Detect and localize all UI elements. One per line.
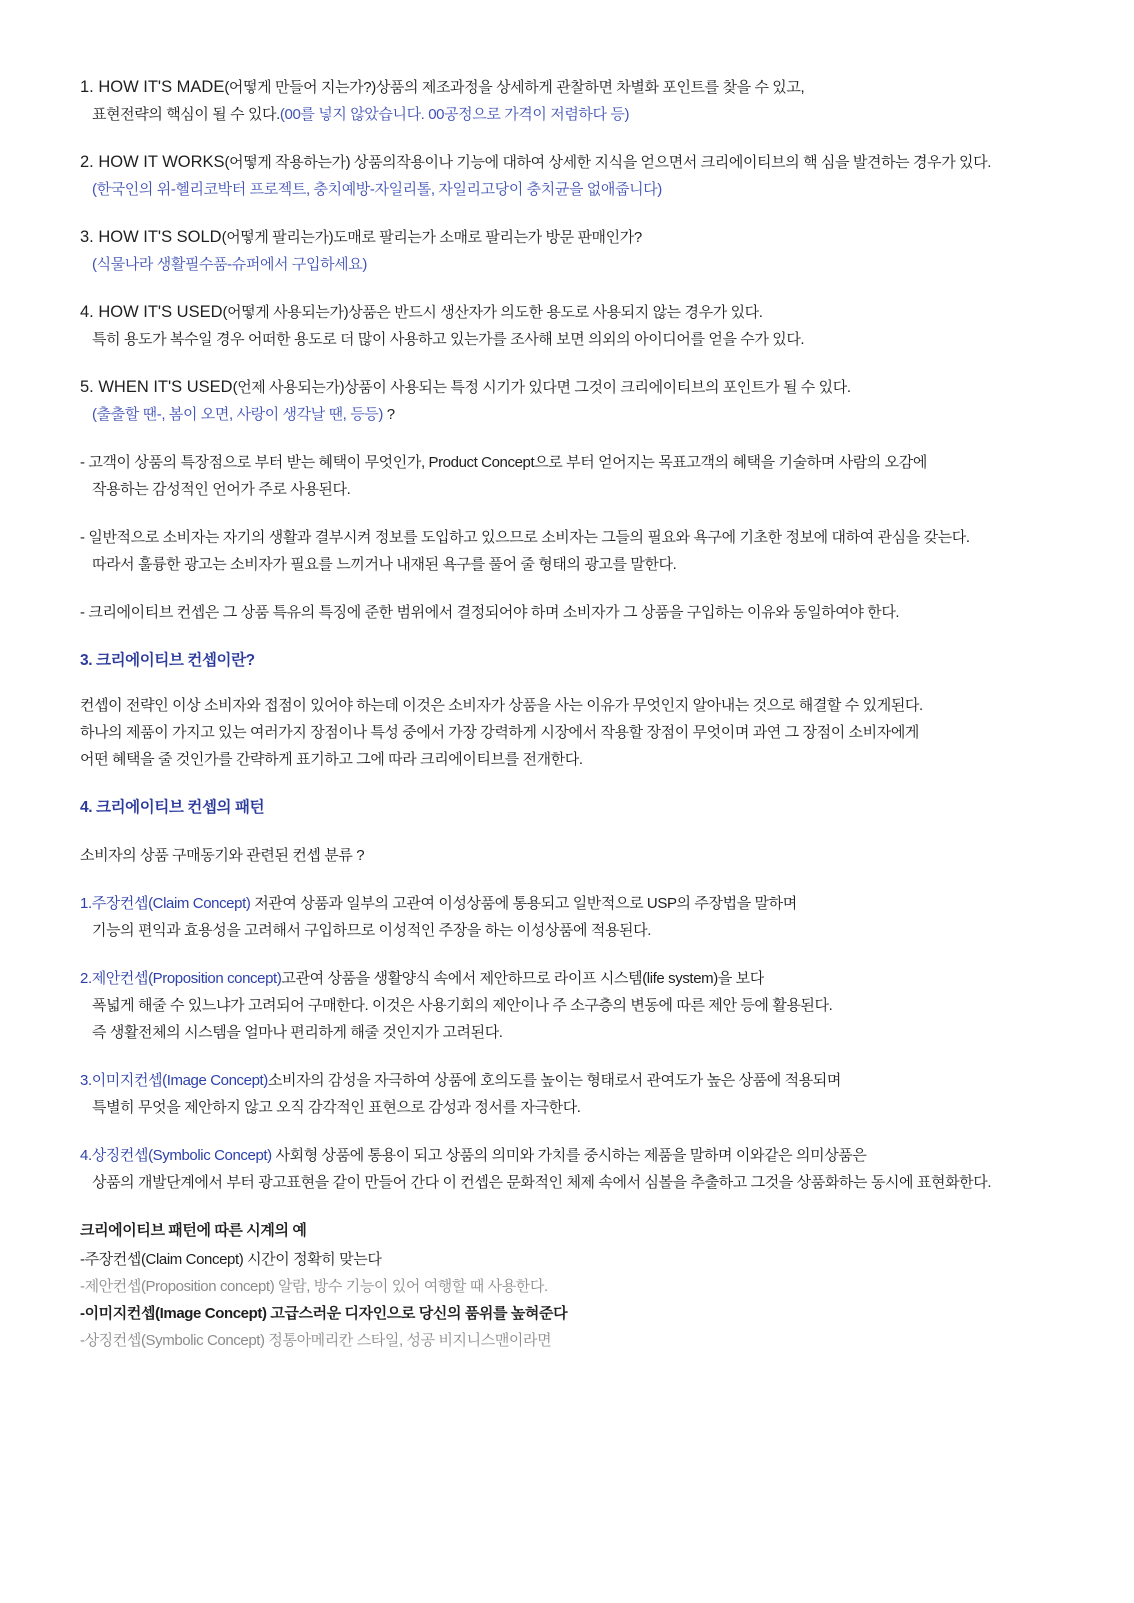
item-how-its-made-line2 bbox=[92, 101, 1074, 128]
item-when-its-used-line1 bbox=[80, 374, 1074, 401]
item-paren: (어떻게 만들어 지는가?) bbox=[224, 79, 376, 96]
item-text: 상품의작용이나 기능에 대하여 상세한 지식을 얻으면서 크리에이티브의 핵 심을 발견하는 경우가 있다. bbox=[350, 154, 991, 171]
item-how-its-used bbox=[80, 299, 1074, 353]
dash-paragraph-line: 따라서 훌륭한 광고는 소비자가 필요를 느끼거나 내재된 욕구를 풀어 줄 형태의 광고를 말한다. bbox=[92, 556, 677, 573]
concept-claim bbox=[80, 890, 1074, 944]
item-how-it-works-line1 bbox=[80, 149, 1074, 176]
item-text: 상품은 반드시 생산자가 의도한 용도로 사용되지 않는 경우가 있다. bbox=[348, 304, 763, 321]
annotation-blue: (출출할 땐-, 봄이 오면, 사랑이 생각날 땐, 등등) bbox=[92, 406, 383, 423]
dash-paragraph-consumer bbox=[80, 524, 1074, 578]
concept-text: 고관여 상품을 생활양식 속에서 제안하므로 라이프 시스템(life system)을 보다 bbox=[281, 970, 764, 987]
example-claim: -주장컨셉(Claim Concept) 시간이 정확히 맞는다 bbox=[80, 1251, 382, 1268]
annotation-blue: (한국인의 위-헬리코박터 프로젝트, 충치예방-자일리톨, 자일리고당이 충치균을 없애줍니다) bbox=[92, 181, 662, 198]
item-number-title: 1. HOW IT'S MADE bbox=[80, 78, 225, 96]
item-number-title: 3. HOW IT'S SOLD bbox=[80, 228, 222, 246]
concept-symbolic-line1 bbox=[80, 1142, 1074, 1169]
section4-intro-block bbox=[80, 842, 1074, 869]
section3-body-line: 컨셉이 전략인 이상 소비자와 접점이 있어야 하는데 이것은 소비자가 상품을 사는 이유가 무엇인지 알아내는 것으로 해결할 수 있게된다. bbox=[80, 697, 923, 714]
dash-paragraph-line: - 고객이 상품의 특장점으로 부터 받는 혜택이 무엇인가, Product Concept으로 부터 얻어지는 목표고객의 혜택을 기술하며 사람의 오감에 bbox=[80, 454, 927, 471]
annotation-blue: (00를 넣지 않았습니다. 00공정으로 가격이 저렴하다 등) bbox=[279, 106, 630, 123]
concept-symbolic-line2: 상품의 개발단계에서 부터 광고표현을 같이 만들어 간다 이 컨셉은 문화적인 체제 속에서 심볼을 추출하고 그것을 상품화하는 동시에 표현화한다. bbox=[92, 1174, 992, 1191]
concept-text: 저관여 상품과 일부의 고관여 이성상품에 통용되고 일반적으로 USP의 주장법을 말하며 bbox=[250, 895, 797, 912]
examples-title-block bbox=[80, 1217, 1074, 1244]
concept-text: 소비자의 감성을 자극하여 상품에 호의도를 높이는 형태로서 관여도가 높은 상품에 적용되며 bbox=[267, 1072, 841, 1089]
item-number-title: 4. HOW IT'S USED bbox=[80, 303, 223, 321]
question-mark: ? bbox=[383, 406, 395, 423]
example-proposition: -제안컨셉(Proposition concept) 알람, 방수 기능이 있어 여행할 때 사용한다. bbox=[80, 1278, 548, 1295]
dash-paragraph-line: - 크리에이티브 컨셉은 그 상품 특유의 특징에 준한 범위에서 결정되어야 하며 소비자가 그 상품을 구입하는 이유와 동일하여야 한다. bbox=[80, 604, 900, 621]
examples-list bbox=[80, 1246, 1074, 1354]
concept-label: 3.이미지컨셉(Image Concept) bbox=[80, 1072, 268, 1089]
section4-heading: 4. 크리에이티브 컨셉의 패턴 bbox=[80, 799, 265, 816]
concept-text: 사회형 상품에 통용이 되고 상품의 의미와 가치를 중시하는 제품을 말하며 이와같은 의미상품은 bbox=[271, 1147, 867, 1164]
section3-body-line: 하나의 제품이 가지고 있는 여러가지 장점이나 특성 중에서 가장 강력하게 시장에서 작용할 장점이 무엇이며 과연 그 장점이 소비자에게 bbox=[80, 724, 920, 741]
item-paren: (어떻게 작용하는가) bbox=[224, 154, 351, 171]
concept-symbolic bbox=[80, 1142, 1074, 1196]
example-symbolic: -상징컨셉(Symbolic Concept) 정통아메리칸 스타일, 성공 비지니스맨이라면 bbox=[80, 1332, 552, 1349]
example-image: -이미지컨셉(Image Concept) 고급스러운 디자인으로 당신의 품위를 높혀준다 bbox=[80, 1305, 568, 1322]
item-how-its-made-line1 bbox=[80, 74, 1074, 101]
concept-claim-line1 bbox=[80, 890, 1074, 917]
item-number-title: 5. WHEN IT'S USED bbox=[80, 378, 233, 396]
section3-body bbox=[80, 692, 1074, 773]
dash-paragraph-line: 작용하는 감성적인 언어가 주로 사용된다. bbox=[92, 481, 351, 498]
item-how-it-works bbox=[80, 149, 1074, 203]
item-paren: (어떻게 팔리는가) bbox=[221, 229, 334, 246]
examples-title: 크리에이티브 패턴에 따른 시계의 예 bbox=[80, 1222, 307, 1239]
section4-intro: 소비자의 상품 구매동기와 관련된 컨셉 분류 ? bbox=[80, 847, 365, 864]
concept-image-line1 bbox=[80, 1067, 1074, 1094]
item-text: 표현전략의 핵심이 될 수 있다. bbox=[92, 106, 280, 123]
concept-label: 1.주장컨셉(Claim Concept) bbox=[80, 895, 251, 912]
item-paren: (어떻게 사용되는가) bbox=[222, 304, 349, 321]
concept-claim-line2: 기능의 편익과 효용성을 고려해서 구입하므로 이성적인 주장을 하는 이성상품에 적용된다. bbox=[92, 922, 652, 939]
section4-heading-block bbox=[80, 794, 1074, 821]
concept-image-line2: 특별히 무엇을 제안하지 않고 오직 감각적인 표현으로 감성과 정서를 자극한다. bbox=[92, 1099, 581, 1116]
dash-paragraph-benefit bbox=[80, 449, 1074, 503]
dash-paragraph-line: - 일반적으로 소비자는 자기의 생활과 결부시켜 정보를 도입하고 있으므로 소비자는 그들의 필요와 욕구에 기초한 정보에 대하여 관심을 갖는다. bbox=[80, 529, 970, 546]
section3-heading-block bbox=[80, 647, 1074, 674]
item-paren: (언제 사용되는가) bbox=[232, 379, 345, 396]
concept-proposition-line1 bbox=[80, 965, 1074, 992]
item-how-its-sold-line1 bbox=[80, 224, 1074, 251]
item-how-its-used-line2: 특히 용도가 복수일 경우 어떠한 용도로 더 많이 사용하고 있는가를 조사해 보면 의외의 아이디어를 얻을 수가 있다. bbox=[92, 331, 805, 348]
concept-label: 4.상징컨셉(Symbolic Concept) bbox=[80, 1147, 272, 1164]
item-how-its-sold bbox=[80, 224, 1074, 278]
dash-paragraph-concept-range bbox=[80, 599, 1074, 626]
concept-proposition-line3: 즉 생활전체의 시스템을 얼마나 편리하게 해줄 것인지가 고려된다. bbox=[92, 1024, 503, 1041]
item-text: 상품의 제조과정을 상세하게 관찰하면 차별화 포인트를 찾을 수 있고, bbox=[375, 79, 805, 96]
item-when-its-used bbox=[80, 374, 1074, 428]
item-when-its-used-line2 bbox=[92, 401, 1074, 428]
item-text: 도매로 팔리는가 소매로 팔리는가 방문 판매인가? bbox=[333, 229, 642, 246]
item-number-title: 2. HOW IT WORKS bbox=[80, 153, 225, 171]
section3-body-line: 어떤 혜택을 줄 것인가를 간략하게 표기하고 그에 따라 크리에이티브를 전개한다. bbox=[80, 751, 583, 768]
concept-label: 2.제안컨셉(Proposition concept) bbox=[80, 970, 282, 987]
section3-heading: 3. 크리에이티브 컨셉이란? bbox=[80, 652, 255, 669]
item-how-its-made bbox=[80, 74, 1074, 128]
item-how-its-used-line1 bbox=[80, 299, 1074, 326]
item-text: 상품이 사용되는 특정 시기가 있다면 그것이 크리에이티브의 포인트가 될 수 있다. bbox=[344, 379, 851, 396]
concept-proposition bbox=[80, 965, 1074, 1046]
annotation-blue: (식물나라 생활필수품-슈퍼에서 구입하세요) bbox=[92, 256, 367, 273]
concept-proposition-line2: 폭넓게 해줄 수 있느냐가 고려되어 구매한다. 이것은 사용기회의 제안이나 주 소구층의 변동에 따른 제안 등에 활용된다. bbox=[92, 997, 833, 1014]
concept-image bbox=[80, 1067, 1074, 1121]
